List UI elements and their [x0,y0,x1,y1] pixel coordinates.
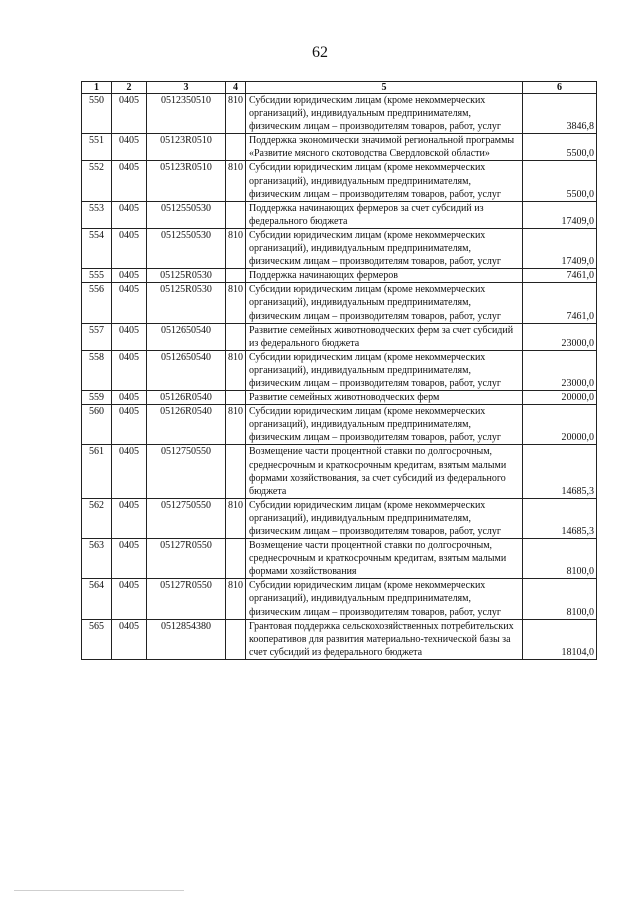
row-number: 565 [82,619,112,659]
target-article-code: 0512550530 [147,228,226,268]
expense-type-code [226,619,246,659]
header-col-6: 6 [523,82,597,94]
row-amount: 23000,0 [523,350,597,390]
row-number: 557 [82,323,112,350]
row-number: 554 [82,228,112,268]
row-amount: 5500,0 [523,161,597,201]
row-number: 559 [82,391,112,405]
row-description: Субсидии юридическим лицам (кроме некоммерческих организаций), индивидуальным предпринимателям, физическим лицам – производителям товаров, работ, услуг [246,405,523,445]
row-description: Развитие семейных животноводческих ферм [246,391,523,405]
expense-type-code: 810 [226,283,246,323]
section-code: 0405 [112,579,147,619]
expense-type-code [226,269,246,283]
row-number: 558 [82,350,112,390]
target-article-code: 0512854380 [147,619,226,659]
scan-edge-line [14,890,184,891]
row-amount: 7461,0 [523,269,597,283]
page-number: 62 [312,44,328,61]
row-description: Субсидии юридическим лицам (кроме некоммерческих организаций), индивидуальным предпринимателям, физическим лицам – производителям товаров, работ, услуг [246,228,523,268]
row-number: 551 [82,134,112,161]
row-amount: 3846,8 [523,94,597,134]
row-number: 564 [82,579,112,619]
row-number: 556 [82,283,112,323]
section-code: 0405 [112,228,147,268]
row-amount: 17409,0 [523,228,597,268]
row-amount: 14685,3 [523,498,597,538]
row-amount: 18104,0 [523,619,597,659]
section-code: 0405 [112,323,147,350]
row-number: 562 [82,498,112,538]
section-code: 0405 [112,539,147,579]
section-code: 0405 [112,619,147,659]
section-code: 0405 [112,498,147,538]
section-code: 0405 [112,405,147,445]
row-amount: 7461,0 [523,283,597,323]
expense-type-code: 810 [226,228,246,268]
table-row [82,134,597,161]
target-article-code: 0512550530 [147,201,226,228]
target-article-code: 05125R0530 [147,283,226,323]
section-code: 0405 [112,161,147,201]
expense-type-code: 810 [226,579,246,619]
header-col-3: 3 [147,82,226,94]
table-row [82,283,597,323]
expense-type-code: 810 [226,405,246,445]
row-description: Поддержка начинающих фермеров [246,269,523,283]
expense-type-code [226,201,246,228]
section-code: 0405 [112,134,147,161]
row-amount: 17409,0 [523,201,597,228]
table-row [82,161,597,201]
target-article-code: 0512350510 [147,94,226,134]
row-description: Развитие семейных животноводческих ферм за счет субсидий из федерального бюджета [246,323,523,350]
section-code: 0405 [112,445,147,498]
row-amount: 14685,3 [523,445,597,498]
header-col-5: 5 [246,82,523,94]
row-description: Грантовая поддержка сельскохозяйственных потребительских кооперативов для развития материально-технической базы за счет субсидий из федерального бюджета [246,619,523,659]
header-col-2: 2 [112,82,147,94]
row-description: Субсидии юридическим лицам (кроме некоммерческих организаций), индивидуальным предпринимателям, физическим лицам – производителям товаров, работ, услуг [246,283,523,323]
header-col-1: 1 [82,82,112,94]
row-amount: 20000,0 [523,405,597,445]
expense-type-code [226,134,246,161]
table-row [82,201,597,228]
table-row [82,323,597,350]
expense-type-code: 810 [226,350,246,390]
table-row [82,498,597,538]
section-code: 0405 [112,201,147,228]
expense-type-code: 810 [226,161,246,201]
expense-type-code: 810 [226,94,246,134]
table-row [82,391,597,405]
row-amount: 23000,0 [523,323,597,350]
row-amount: 20000,0 [523,391,597,405]
row-description: Субсидии юридическим лицам (кроме некоммерческих организаций), индивидуальным предпринимателям, физическим лицам – производителям товаров, работ, услуг [246,498,523,538]
row-description: Субсидии юридическим лицам (кроме некоммерческих организаций), индивидуальным предпринимателям, физическим лицам – производителям товаров, работ, услуг [246,579,523,619]
row-description: Поддержка начинающих фермеров за счет субсидий из федерального бюджета [246,201,523,228]
expense-type-code: 810 [226,498,246,538]
table-row [82,445,597,498]
target-article-code: 05127R0550 [147,579,226,619]
target-article-code: 05125R0530 [147,269,226,283]
table-row [82,539,597,579]
section-code: 0405 [112,94,147,134]
row-number: 550 [82,94,112,134]
table-row [82,579,597,619]
target-article-code: 05123R0510 [147,161,226,201]
target-article-code: 0512750550 [147,498,226,538]
section-code: 0405 [112,391,147,405]
row-amount: 5500,0 [523,134,597,161]
row-number: 553 [82,201,112,228]
section-code: 0405 [112,269,147,283]
row-description: Субсидии юридическим лицам (кроме некоммерческих организаций), индивидуальным предпринимателям, физическим лицам – производителям товаров, работ, услуг [246,94,523,134]
target-article-code: 0512750550 [147,445,226,498]
target-article-code: 05126R0540 [147,405,226,445]
target-article-code: 0512650540 [147,323,226,350]
expense-type-code [226,323,246,350]
target-article-code: 05126R0540 [147,391,226,405]
table-header-row [82,82,597,94]
row-amount: 8100,0 [523,579,597,619]
expense-type-code [226,391,246,405]
expense-type-code [226,539,246,579]
row-number: 552 [82,161,112,201]
section-code: 0405 [112,283,147,323]
target-article-code: 05123R0510 [147,134,226,161]
table-row [82,228,597,268]
row-description: Субсидии юридическим лицам (кроме некоммерческих организаций), индивидуальным предпринимателям, физическим лицам – производителям товаров, работ, услуг [246,350,523,390]
row-description: Поддержка экономически значимой региональной программы «Развитие мясного скотоводства Свердловской области» [246,134,523,161]
section-code: 0405 [112,350,147,390]
row-number: 560 [82,405,112,445]
row-description: Возмещение части процентной ставки по долгосрочным, среднесрочным и краткосрочным кредитам, взятым малыми формами хозяйствования, за счет субсидий из федерального бюджета [246,445,523,498]
table-row [82,405,597,445]
target-article-code: 05127R0550 [147,539,226,579]
row-number: 563 [82,539,112,579]
budget-table [81,81,597,660]
target-article-code: 0512650540 [147,350,226,390]
row-description: Субсидии юридическим лицам (кроме некоммерческих организаций), индивидуальным предпринимателям, физическим лицам – производителям товаров, работ, услуг [246,161,523,201]
table-row [82,350,597,390]
expense-type-code [226,445,246,498]
table-row [82,269,597,283]
row-amount: 8100,0 [523,539,597,579]
table-row [82,619,597,659]
table-row [82,94,597,134]
row-description: Возмещение части процентной ставки по долгосрочным, среднесрочным и краткосрочным кредитам, взятым малыми формами хозяйствования [246,539,523,579]
row-number: 561 [82,445,112,498]
header-col-4: 4 [226,82,246,94]
row-number: 555 [82,269,112,283]
